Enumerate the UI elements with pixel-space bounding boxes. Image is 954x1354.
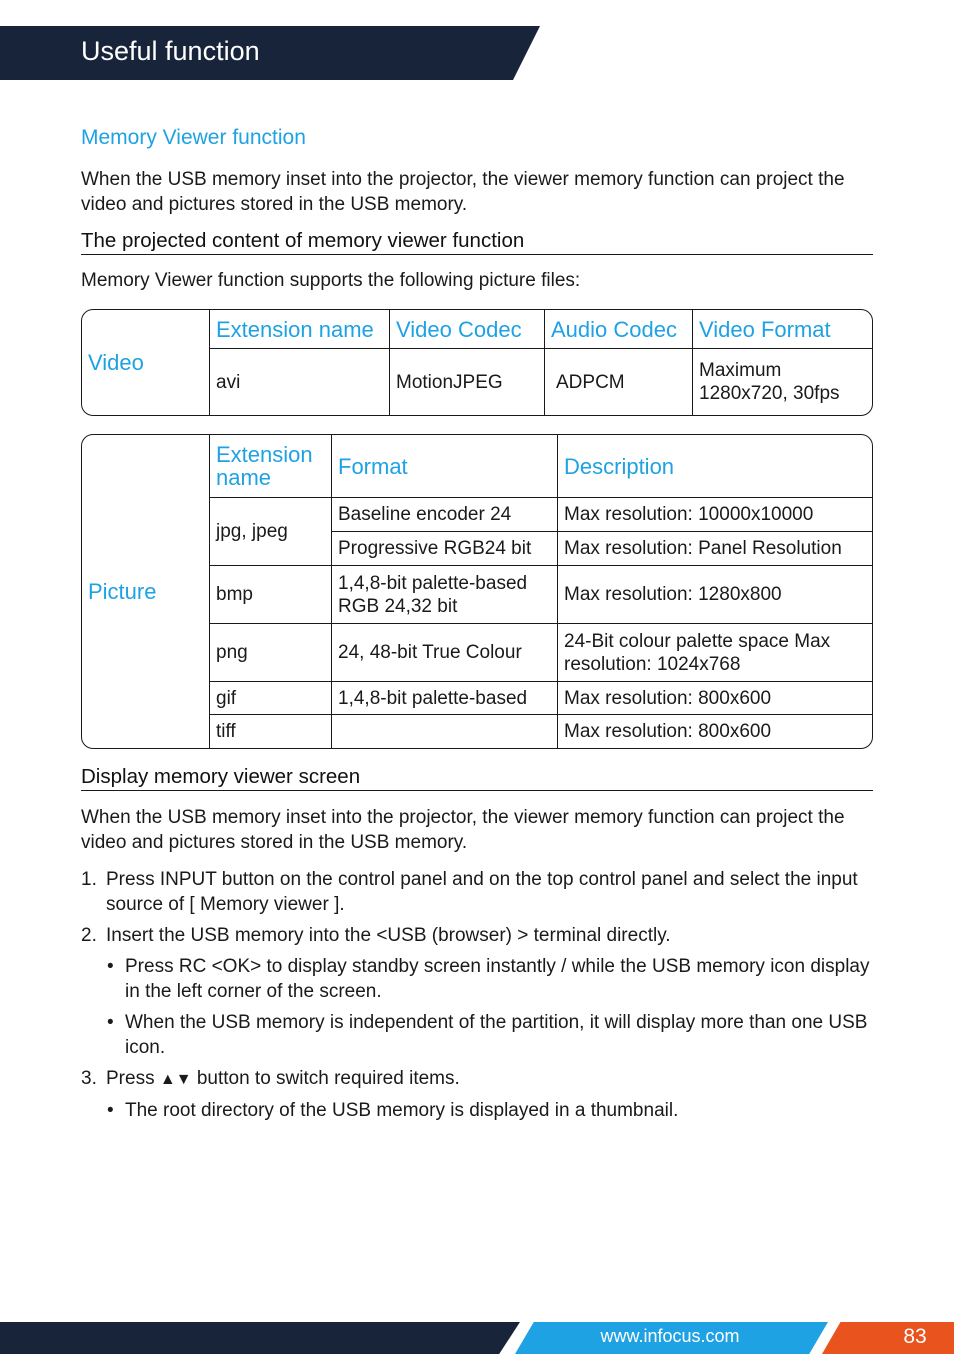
footer-url[interactable]: www.infocus.com [600, 1326, 740, 1346]
page-title: Useful function [81, 36, 260, 66]
section-intro: When the USB memory inset into the projector, the viewer memory function can project the video and pictures stored in the USB memory. [81, 169, 845, 215]
bullet-icon: • [107, 1100, 114, 1121]
picture-header-extension: Extension name [210, 435, 332, 498]
step-text: Insert the USB memory into the <USB (browser) > terminal directly. [106, 925, 671, 946]
list-item [81, 867, 881, 917]
video-header-video-codec: Video Codec [390, 310, 545, 349]
step-text-after: button to switch required items. [196, 1068, 460, 1089]
page-number: 83 [903, 1325, 927, 1348]
picture-cell-desc: Max resolution: 1280x800 [558, 566, 872, 624]
steps-list [81, 867, 881, 1129]
picture-cell-ext-bmp: bmp [210, 566, 332, 624]
picture-cell-format: 1,4,8-bit palette-based [332, 682, 558, 715]
picture-table [81, 434, 873, 749]
video-header-extension: Extension name [210, 310, 390, 349]
bullet-icon: • [107, 1012, 114, 1033]
content-heading: The projected content of memory viewer function [81, 229, 873, 255]
picture-cell-desc: Max resolution: 10000x10000 [558, 498, 872, 532]
display-heading: Display memory viewer screen [81, 765, 873, 791]
video-label: Video [82, 310, 210, 415]
picture-header-description: Description [558, 435, 872, 498]
bullet-item [81, 954, 881, 1004]
video-header-video-format: Video Format [693, 310, 872, 349]
bullet-text: The root directory of the USB memory is displayed in a thumbnail. [125, 1100, 679, 1121]
picture-header-format: Format [332, 435, 558, 498]
picture-cell-format: 24, 48-bit True Colour [332, 624, 558, 682]
step-text: Press INPUT button on the control panel and on the top control panel and select the input source of [ Memory viewer ]. [106, 869, 858, 915]
picture-cell-format: Baseline encoder 24 [332, 498, 558, 532]
bullet-item [81, 1010, 881, 1060]
picture-cell-ext-jpg: jpg, jpeg [210, 498, 332, 566]
supports-text: Memory Viewer function supports the following picture files: [81, 270, 581, 291]
display-intro: When the USB memory inset into the projector, the viewer memory function can project the video and pictures stored in the USB memory. [81, 807, 845, 853]
video-header-audio-codec: Audio Codec [545, 310, 693, 349]
step-number: 1. [81, 869, 97, 890]
step-number: 3. [81, 1068, 97, 1089]
step-text-before: Press [106, 1068, 155, 1089]
bullet-item [81, 1098, 881, 1123]
video-cell-video-format: Maximum 1280x720, 30fps [699, 360, 840, 404]
footer-dark-band [0, 1322, 520, 1354]
bullet-icon: • [107, 956, 114, 977]
video-cell-video-codec: MotionJPEG [390, 349, 545, 415]
video-cell-extension: avi [210, 349, 390, 415]
picture-cell-ext-png: png [210, 624, 332, 682]
step-number: 2. [81, 925, 97, 946]
picture-cell-desc: Max resolution: Panel Resolution [558, 532, 872, 566]
up-down-arrow-icon: ▲▼ [159, 1071, 192, 1088]
picture-cell-format: Progressive RGB24 bit [332, 532, 558, 566]
picture-cell-ext-gif: gif [210, 682, 332, 715]
picture-cell-ext-tiff: tiff [210, 715, 332, 748]
video-table [81, 309, 873, 416]
picture-cell-desc: 24-Bit colour palette space Max resolution: 1024x768 [558, 624, 872, 682]
picture-cell-format [332, 715, 558, 748]
section-title: Memory Viewer function [81, 126, 306, 149]
picture-cell-desc: Max resolution: 800x600 [558, 682, 872, 715]
video-cell-audio-codec: ADPCM [545, 349, 693, 415]
bullet-text: When the USB memory is independent of the partition, it will display more than one USB icon. [125, 1012, 868, 1058]
picture-label: Picture [82, 435, 210, 748]
list-item [81, 1066, 881, 1092]
bullet-text: Press RC <OK> to display standby screen instantly / while the USB memory icon display in the left corner of the screen. [125, 956, 870, 1002]
picture-cell-desc: Max resolution: 800x600 [564, 721, 772, 742]
list-item [81, 923, 881, 948]
picture-cell-format: 1,4,8-bit palette-based RGB 24,32 bit [332, 566, 558, 624]
